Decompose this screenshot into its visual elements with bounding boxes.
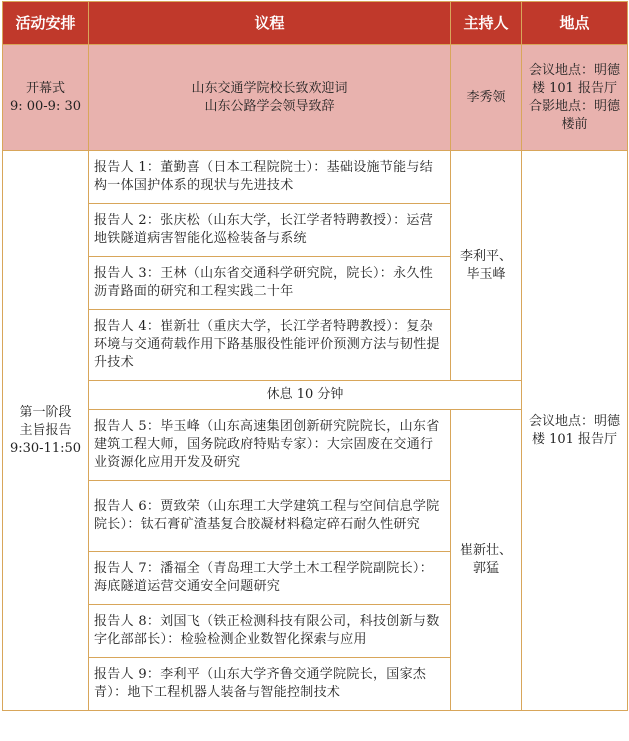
report-7: 报告人 7：潘福全（青岛理工大学土木工程学院副院长）：海底隧道运营交通安全问题研究	[89, 552, 451, 605]
stage1-venue: 会议地点：明德楼 101 报告厅	[522, 151, 628, 711]
report-4: 报告人 4：崔新壮（重庆大学，长江学者特聘教授）：复杂环境与交通荷载作用下路基服役性能评价预测方法与韧性提升技术	[89, 310, 451, 381]
opening-venue-meeting: 会议地点：明德楼 101 报告厅	[528, 62, 620, 96]
opening-venue-photo: 合影地点：明德楼前	[528, 98, 620, 132]
opening-agenda-line: 山东公路学会领导致辞	[204, 98, 335, 114]
report-9: 报告人 9：李利平（山东大学齐鲁交通学院院长，国家杰青）：地下工程机器人装备与智能控制技术	[89, 658, 451, 711]
stage1-time: 9:30-11:50	[9, 440, 82, 456]
opening-agenda-cell	[89, 45, 451, 151]
break-label: 休息 10 分钟	[89, 381, 522, 410]
opening-venue-cell	[522, 45, 628, 151]
report-3: 报告人 3：王林（山东省交通科学研究院，院长）：永久性沥青路面的研究和工程实践二十年	[89, 257, 451, 310]
stage1-host-group2: 崔新壮、郭猛	[451, 410, 522, 711]
header-agenda: 议程	[89, 2, 451, 45]
opening-session-name: 开幕式	[25, 80, 65, 96]
report-1: 报告人 1：董勤喜（日本工程院院士）：基础设施节能与结构一体国护体系的现状与先进技术	[89, 151, 451, 204]
header-activity: 活动安排	[3, 2, 89, 45]
opening-row	[3, 45, 628, 151]
report-row	[3, 151, 628, 204]
report-8: 报告人 8：刘国飞（铁正检测科技有限公司，科技创新与数字化部部长）：检验检测企业数智化探索与应用	[89, 605, 451, 658]
header-row	[3, 2, 628, 45]
stage1-subtitle: 主旨报告	[19, 422, 72, 438]
report-2: 报告人 2：张庆松（山东大学，长江学者特聘教授）：运营地铁隧道病害智能化巡检装备与系统	[89, 204, 451, 257]
agenda-table	[2, 1, 628, 711]
opening-host: 李秀领	[451, 45, 522, 151]
opening-session-cell	[3, 45, 89, 151]
stage1-session-cell	[3, 151, 89, 711]
opening-session-time: 9: 00-9: 30	[9, 98, 82, 114]
report-5: 报告人 5：毕玉峰（山东高速集团创新研究院院长，山东省建筑工程大师，国务院政府特贴专家）：大宗固废在交通行业资源化应用开发及研究	[89, 410, 451, 481]
report-6: 报告人 6：贾致荣（山东理工大学建筑工程与空间信息学院院长）：钛石膏矿渣基复合胶凝材料稳定碎石耐久性研究	[89, 481, 451, 552]
stage1-host-group1: 李利平、毕玉峰	[451, 151, 522, 381]
header-venue: 地点	[522, 2, 628, 45]
header-host: 主持人	[451, 2, 522, 45]
opening-agenda-line: 山东交通学院校长致欢迎词	[191, 80, 348, 96]
stage1-name: 第一阶段	[19, 404, 72, 420]
